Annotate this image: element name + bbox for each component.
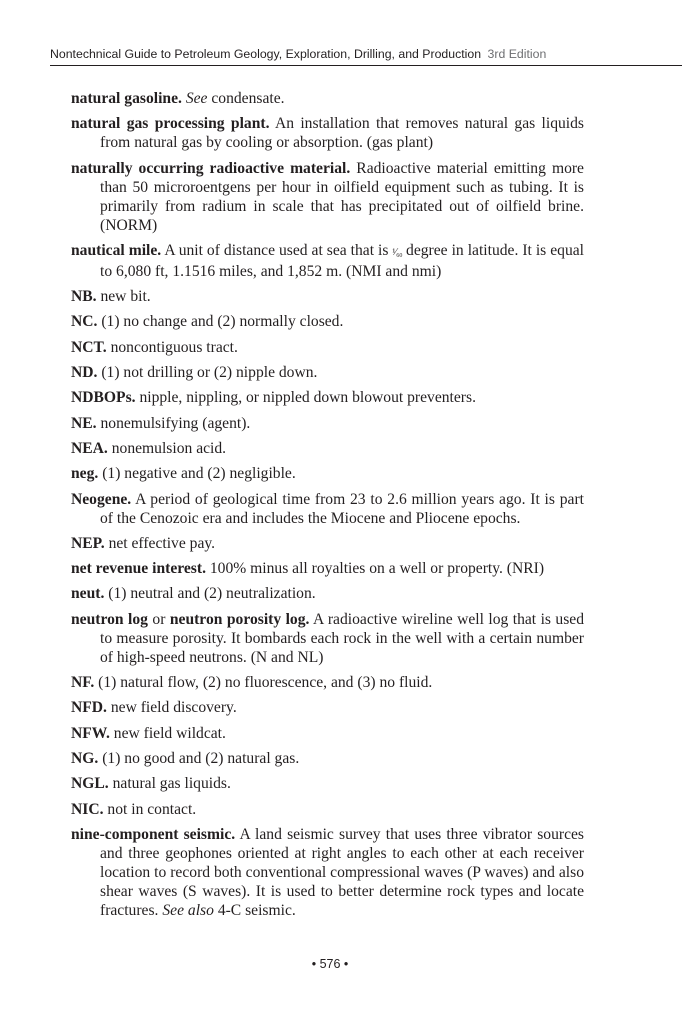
entry-definition: (1) not drilling or (2) nipple down.	[101, 364, 318, 382]
glossary-entry	[71, 388, 584, 407]
entry-term: NB.	[71, 288, 97, 306]
glossary-entry	[71, 159, 584, 235]
glossary-entry	[71, 724, 584, 743]
glossary-entry	[71, 698, 584, 717]
glossary-entry	[71, 338, 584, 357]
entry-term: NFD.	[71, 699, 107, 717]
cross-reference-label: See	[185, 90, 208, 107]
cross-reference-label: See also	[162, 901, 214, 919]
entry-term: NFW.	[71, 724, 110, 742]
entry-term: natural gasoline.	[71, 90, 182, 107]
book-title: Nontechnical Guide to Petroleum Geology, Exploration, Drilling, and Production	[50, 47, 482, 61]
entry-term: Neogene.	[71, 490, 132, 508]
entry-term: NEP.	[71, 534, 105, 552]
glossary-entry	[71, 800, 584, 819]
header-rule	[50, 65, 682, 66]
glossary-entry-nine-component-seismic	[71, 825, 584, 920]
entry-definition: not in contact.	[107, 800, 197, 818]
entry-definition: (1) negative and (2) negligible.	[102, 465, 296, 483]
entry-term: NC.	[71, 313, 98, 331]
glossary-entry	[71, 414, 584, 433]
entry-term: NGL.	[71, 775, 109, 793]
entry-term: NE.	[71, 414, 97, 432]
cross-reference-target: 4-C seismic.	[217, 901, 296, 919]
entry-term: nine-component seismic.	[71, 825, 236, 843]
entry-term: natural gas processing plant.	[71, 115, 270, 133]
entry-definition: A radioactive wireline well log that is used to measure porosity. It bombards each rock in the well with a certain number of high-speed neutrons. (N and NL)	[100, 610, 584, 666]
glossary-entry	[71, 673, 584, 692]
glossary-entry	[71, 363, 584, 382]
entry-term: nautical mile.	[71, 241, 162, 259]
entry-definition: (1) no change and (2) normally closed.	[101, 313, 344, 331]
entry-term: NG.	[71, 749, 99, 767]
entry-connector: or	[152, 610, 166, 628]
entry-term: NF.	[71, 674, 95, 692]
entry-definition: condensate.	[211, 90, 285, 107]
entry-definition-continued: degree in latitude. It is equal to 6,080 ft, 1.1516 miles, and 1,852 m. (NMI and nmi)	[100, 241, 584, 280]
page-number: • 576 •	[311, 957, 349, 971]
glossary-entries	[71, 89, 584, 926]
fraction-one-sixtieth: ¹⁄₆₀	[392, 246, 403, 258]
entry-term: NCT.	[71, 338, 107, 356]
glossary-entry	[71, 114, 584, 152]
entry-definition: (1) neutral and (2) neutralization.	[108, 585, 316, 603]
edition-label: 3rd Edition	[487, 47, 547, 61]
entry-definition: An installation that removes natural gas liquids from natural gas by cooling or absorption. (gas plant)	[100, 115, 584, 152]
glossary-entry	[71, 749, 584, 768]
entry-definition: net effective pay.	[108, 534, 216, 552]
entry-definition: new field discovery.	[110, 699, 237, 717]
entry-definition: (1) no good and (2) natural gas.	[102, 749, 300, 767]
entry-term: NEA.	[71, 439, 108, 457]
glossary-entry	[71, 559, 584, 578]
entry-definition: Radioactive material emitting more than 50 microroentgens per hour in oilfield equipment such as tubing. It is primarily from radium in scale that has precipitated out of oilfield brine. (NORM)	[100, 159, 584, 234]
entry-definition: new field wildcat.	[113, 724, 226, 742]
entry-definition: natural gas liquids.	[112, 775, 231, 793]
glossary-entry	[71, 774, 584, 793]
glossary-entry-neutron-log	[71, 610, 584, 667]
glossary-entry	[71, 312, 584, 331]
glossary-entry	[71, 464, 584, 483]
entry-term: neut.	[71, 585, 105, 603]
entry-definition: A period of geological time from 23 to 2.6 million years ago. It is part of the Cenozoic era and includes the Miocene and Pliocene epochs.	[100, 490, 584, 527]
entry-definition: (1) natural flow, (2) no fluorescence, and (3) no fluid.	[98, 674, 433, 692]
entry-term: neg.	[71, 465, 99, 483]
entry-term: ND.	[71, 364, 98, 382]
entry-term: net revenue interest.	[71, 560, 206, 578]
glossary-entry	[71, 287, 584, 306]
entry-term: naturally occurring radioactive material.	[71, 159, 351, 177]
entry-definition: noncontiguous tract.	[110, 338, 238, 356]
entry-definition: A unit of distance used at sea that is	[164, 241, 389, 259]
glossary-entry	[71, 534, 584, 553]
glossary-entry	[71, 439, 584, 458]
entry-term: NDBOPs.	[71, 389, 136, 407]
glossary-entry	[71, 584, 584, 603]
glossary-entry	[71, 490, 584, 528]
glossary-entry-natural-gasoline	[71, 89, 584, 108]
glossary-entry-nautical-mile	[71, 241, 584, 281]
entry-definition: nonemulsion acid.	[111, 439, 227, 457]
entry-term: neutron log	[71, 610, 148, 628]
entry-definition: nipple, nippling, or nippled down blowout preventers.	[139, 389, 476, 407]
entry-definition: A land seismic survey that uses three vibrator sources and three geophones oriented at right angles to each other at each receiver location to record both conventional compressional waves (P waves) and also shear waves (S waves). It is used to better determine rock types and locate fractures.	[100, 825, 584, 919]
entry-term: NIC.	[71, 800, 104, 818]
entry-definition: 100% minus all royalties on a well or property. (NRI)	[209, 560, 545, 578]
entry-definition: nonemulsifying (agent).	[100, 414, 251, 432]
running-head	[50, 47, 546, 61]
entry-term-alternate: neutron porosity log.	[169, 610, 310, 628]
entry-definition: new bit.	[100, 288, 151, 306]
